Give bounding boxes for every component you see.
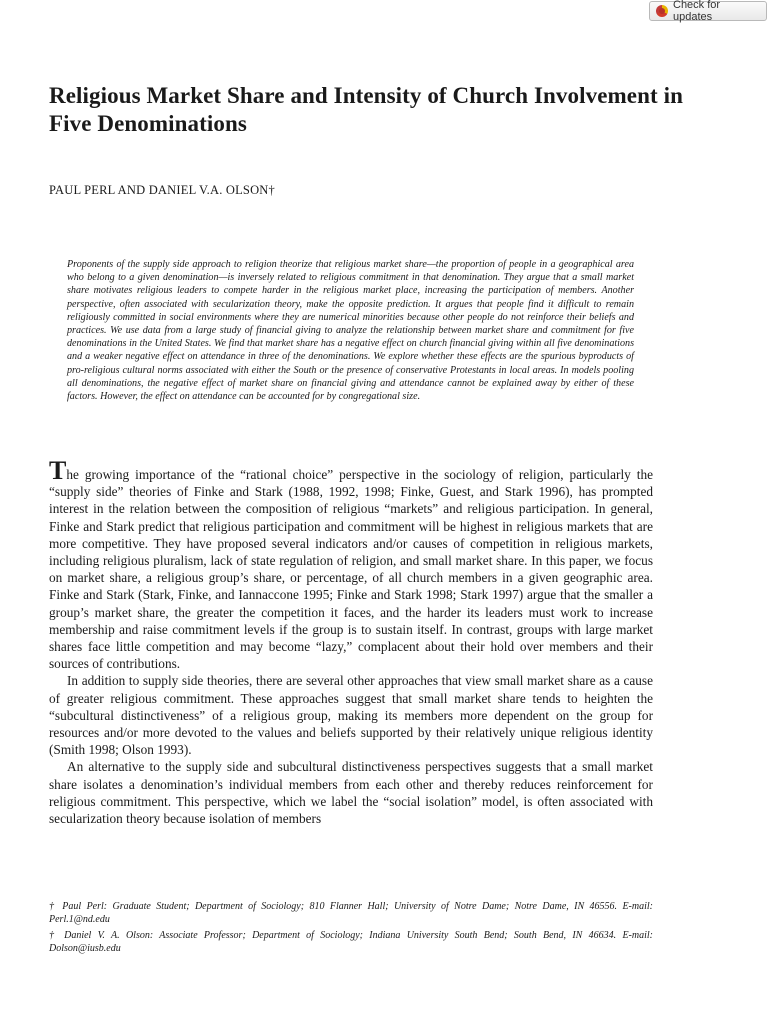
footnotes <box>49 900 653 955</box>
body-paragraph-1-text: he growing importance of the “rational choice” perspective in the sociology of religion, particularly the “supply side” theories of Finke and Stark (1988, 1992, 1998; Finke, Guest, and Stark 1996), has prompted interest in the relation between the composition of religious “markets” and religious participation. In general, Finke and Stark predict that religious participation and commitment will be highest in religious markets that are more competitive. They have proposed several indicators and/or causes of competition in religious markets, including religious pluralism, lack of state regulation of religion, and small market share. In this paper, we focus on market share, a religious group’s share, or percentage, of all church members in a given geographic area. Finke and Stark (Stark, Finke, and Iannaccone 1995; Finke and Stark 1998; Stark 1997) argue that the smaller a group’s market share, the greater the competition it faces, and the harder its leaders must work to increase membership and raise commitment levels if the group is to sustain itself. In contrast, groups with large market shares face little competition and may become “lazy,” complacent about their hold over members and their sources of contributions. <box>49 467 653 672</box>
drop-cap: T <box>49 456 67 485</box>
check-for-updates-button[interactable] <box>649 1 767 21</box>
crossmark-icon <box>656 5 668 17</box>
body-paragraph-1 <box>49 456 653 672</box>
abstract: Proponents of the supply side approach to religion theorize that religious market share—the proportion of people in a geographical area who belong to a given denomination—is inversely related to religious commitment in that denomination. They argue that a small market share motivates religious leaders to compete harder in the religious market place, increasing the participation of members. Another perspective, often associated with secularization theory, make the opposite prediction. It argues that people find it difficult to remain religiously committed in social environments where they are numerical minorities because other people do not reinforce their beliefs and practices. We use data from a large study of financial giving to analyze the relationship between market share and commitment for five denominations in the United States. We find that market share has a negative effect on church financial giving within all five denominations and a weaker negative effect on attendance in three of the denominations. We explore whether these effects are the spurious byproducts of pro-religious cultural norms associated with either the South or the presence of conservative Protestants in local areas. In models pooling all denominations, the negative effect of market share on financial giving and attendance cannot be explained away by either of these factors. However, the effect on attendance can be accounted for by congregational size. <box>67 259 634 403</box>
check-for-updates-label: Check for updates <box>673 0 721 23</box>
footnote-author-1: † Paul Perl: Graduate Student; Department of Sociology; 810 Flanner Hall; University of Notre Dame; Notre Dame, IN 46556. E-mail: Perl.1@nd.edu <box>49 901 653 925</box>
body-paragraph-2: In addition to supply side theories, there are several other approaches that view small market share as a cause of greater religious commitment. These approaches suggest that small market share tends to heighten the “subcultural distinctiveness” of a religious group, making its members more dependent on the group for resources and/or more devoted to the values and beliefs supported by their relatively unique religious identity (Smith 1998; Olson 1993). <box>49 673 653 758</box>
article-body <box>49 456 653 827</box>
footnote-author-2: † Daniel V. A. Olson: Associate Professor; Department of Sociology; Indiana University South Bend; South Bend, IN 46634. E-mail: Dolson@iusb.edu <box>49 930 653 954</box>
article-authors: PAUL PERL AND DANIEL V.A. OLSON† <box>49 183 275 197</box>
article-title: Religious Market Share and Intensity of Church Involvement in Five Denominations <box>49 83 683 136</box>
body-paragraph-3: An alternative to the supply side and subcultural distinctiveness perspectives suggests that a small market share isolates a denomination’s individual members from each other and thereby reduces reinforcement for religious commitment. This perspective, which we label the “social isolation” model, is often associated with secularization theory because isolation of members <box>49 759 653 827</box>
